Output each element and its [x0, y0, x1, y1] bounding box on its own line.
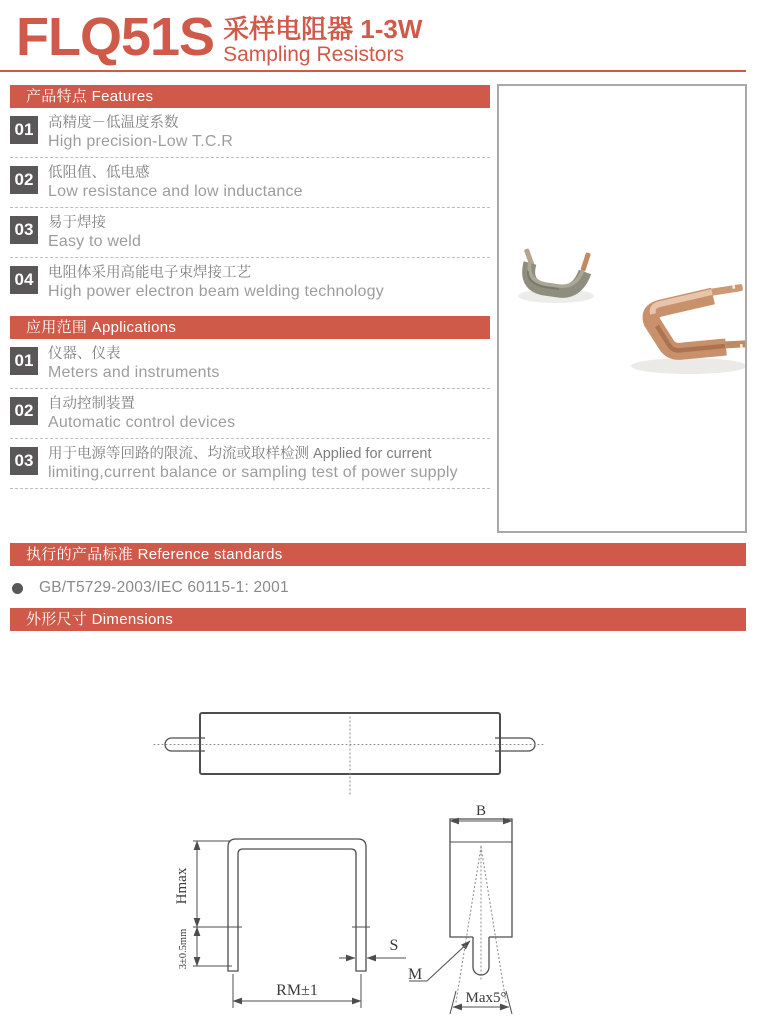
dim-label-s: S — [389, 937, 399, 954]
dimension-drawings — [0, 690, 760, 1025]
dim-label-b: B — [475, 803, 487, 819]
dim-label-m: M — [408, 966, 423, 983]
product-model: FLQ51S — [16, 7, 215, 67]
side-view-drawing — [450, 803, 512, 1014]
front-view-drawing — [174, 839, 470, 1008]
dimensions-section — [10, 608, 746, 631]
application-item — [10, 389, 490, 439]
feature-text-cn: 电阻体采用高能电子束焊接工艺 — [48, 265, 251, 281]
features-applications-column — [10, 85, 490, 489]
application-text-cn: 用于电源等回路的限流、均流或取样检测 Applied for current — [48, 446, 432, 462]
feature-text-cn: 易于焊接 — [48, 215, 106, 231]
feature-text-cn: 高精度－低温度系数 — [48, 115, 179, 131]
standard-text: GB/T5729-2003/IEC 60115-1: 2001 — [39, 579, 289, 596]
feature-item — [10, 208, 490, 258]
feature-text-cn: 低阻值、低电感 — [48, 165, 150, 181]
applications-heading: 应用范围 Applications — [10, 316, 490, 339]
feature-number-badge: 01 — [10, 116, 38, 144]
product-subtitle — [223, 8, 422, 67]
dim-label-rm: RM±1 — [276, 982, 318, 999]
product-photo-illustration — [499, 86, 745, 531]
application-number-badge: 03 — [10, 447, 38, 475]
features-heading: 产品特点 Features — [10, 85, 490, 108]
application-number-badge: 02 — [10, 397, 38, 425]
feature-text-en: High precision-Low T.C.R — [48, 133, 234, 150]
dimensions-heading: 外形尺寸 Dimensions — [10, 608, 746, 631]
feature-item — [10, 258, 490, 307]
feature-number-badge: 03 — [10, 216, 38, 244]
standards-section — [10, 543, 746, 597]
application-text-cn: 仪器、仪表 — [48, 346, 121, 362]
feature-text-en: Low resistance and low inductance — [48, 183, 303, 200]
feature-text-en: Easy to weld — [48, 233, 142, 250]
feature-number-badge: 04 — [10, 266, 38, 294]
application-text-en: Automatic control devices — [48, 414, 236, 431]
header — [16, 8, 422, 67]
feature-item — [10, 108, 490, 158]
resistor-clip-small — [518, 248, 594, 303]
resistor-clip-large — [631, 284, 745, 374]
feature-number-badge: 02 — [10, 166, 38, 194]
application-item — [10, 339, 490, 389]
bullet-icon — [12, 583, 23, 594]
dim-label-hmax: Hmax — [174, 867, 190, 905]
feature-text-en: High power electron beam welding technology — [48, 283, 384, 300]
subtitle-english: Sampling Resistors — [223, 43, 404, 66]
product-photo — [497, 84, 747, 533]
standards-heading: 执行的产品标准 Reference standards — [10, 543, 746, 566]
application-text-cn: 自动控制装置 — [48, 396, 135, 412]
top-view-drawing — [154, 713, 543, 794]
standard-item — [10, 579, 746, 597]
dim-label-max-angle: Max5° — [465, 990, 507, 1006]
application-item — [10, 439, 490, 489]
subtitle-chinese: 采样电阻器 1-3W — [223, 14, 423, 44]
feature-item — [10, 158, 490, 208]
header-rule — [0, 70, 746, 72]
dim-label-lead-height: 3±0.5mm — [178, 928, 189, 970]
application-text-en: Meters and instruments — [48, 364, 220, 381]
application-text-en: limiting,current balance or sampling test of power supply — [48, 464, 458, 481]
application-number-badge: 01 — [10, 347, 38, 375]
